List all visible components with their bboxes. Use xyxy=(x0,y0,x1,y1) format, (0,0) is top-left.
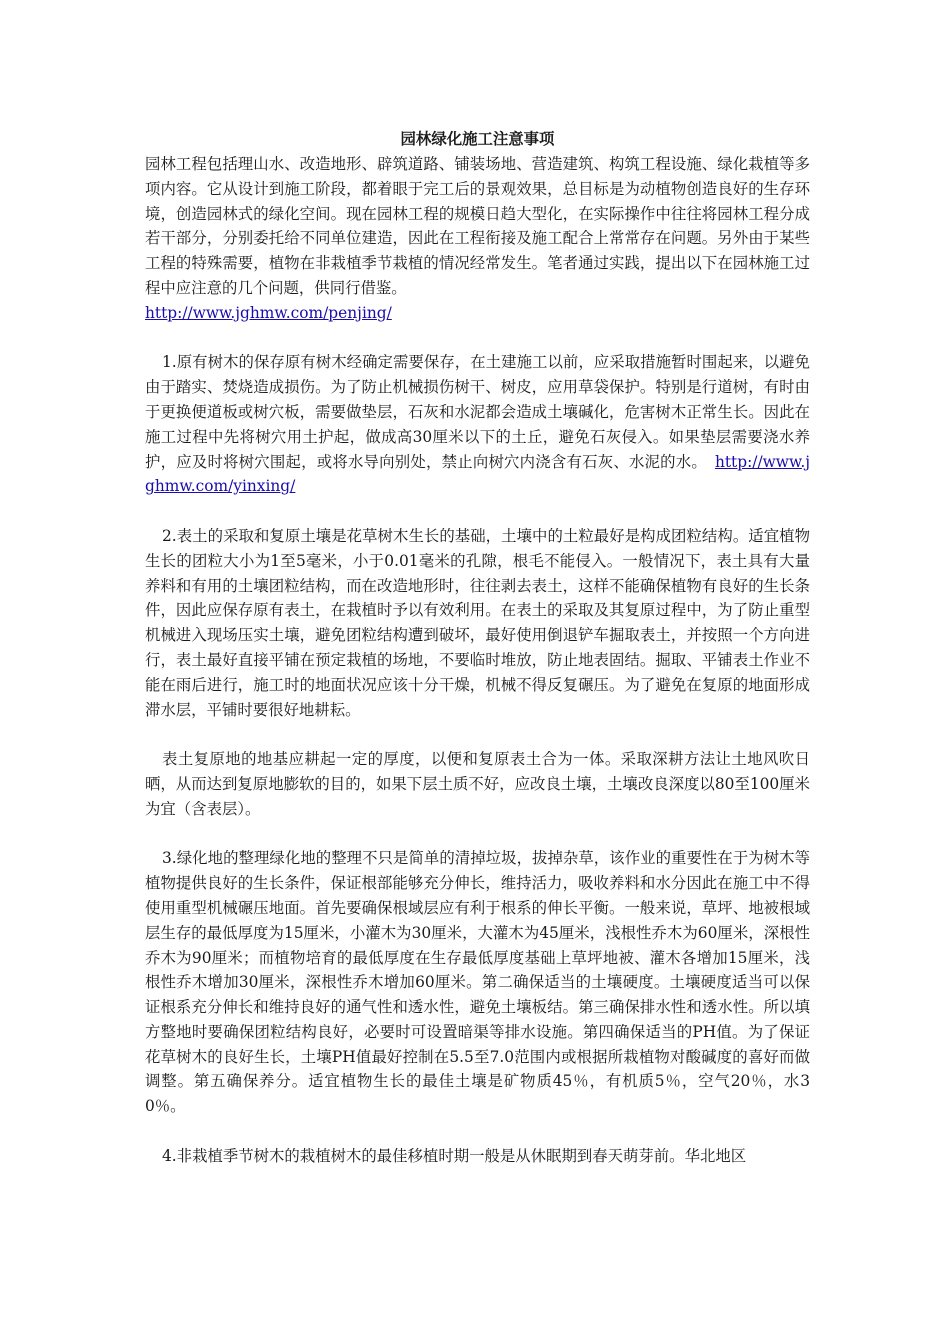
section-4-paragraph: 4.非栽植季节树木的栽植树木的最佳移植时期一般是从休眠期到春天萌芽前。华北地区 xyxy=(162,1146,747,1165)
paragraph-gap xyxy=(145,822,810,847)
section-1-paragraph xyxy=(145,350,810,499)
paragraph-gap xyxy=(145,722,810,747)
section-3-paragraph: 3.绿化地的整理绿化地的整理不只是简单的清掉垃圾，拔掉杂草，该作业的重要性在于为树木等植物提供良好的生长条件，保证根部能够充分伸长，维持活力，吸收养料和水分因此在施工中不得使用重型机械碾压地面。首先要确保根域层应有利于根系的伸长平衡。一般来说，草坪、地被根域层生存的最低厚度为15厘米，小灌木为30厘米，大灌木为45厘米，浅根性乔木为60厘米，深根性乔木为90厘米；而植物培育的最低厚度在生存最低厚度基础上草坪地被、灌木各增加15厘米，浅根性乔木增加30厘米，深根性乔木增加60厘米。第二确保适当的土壤硬度。土壤硬度适当可以保证根系充分伸长和维持良好的通气性和透水性，避免土壤板结。第三确保排水性和透水性。所以填方整地时要确保团粒结构良好，必要时可设置暗渠等排水设施。第四确保适当的PH值。为了保证花草树木的良好生长，土壤PH值最好控制在5.5至7.0范围内或根据所栽植物对酸碱度的喜好而做调整。第五确保养分。适宜植物生长的最佳土壤是矿物质45％，有机质5％，空气20％，水30％。 xyxy=(145,849,810,1116)
intro-text: 园林工程包括理山水、改造地形、辟筑道路、铺装场地、营造建筑、构筑工程设施、绿化栽植等多项内容。它从设计到施工阶段，都着眼于完工后的景观效果，总目标是为动植物创造良好的生存环境，创造园林式的绿化空间。现在园林工程的规模日趋大型化，在实际操作中往往将园林工程分成若干部分，分别委托给不同单位建造，因此在工程衔接及施工配合上常常存在问题。另外由于某些工程的特殊需要，植物在非栽植季节栽植的情况经常发生。笔者通过实践，提出以下在园林施工过程中应注意的几个问题，供同行借鉴。 xyxy=(145,155,810,297)
paragraph-gap xyxy=(145,499,810,524)
section-2b-paragraph: 表土复原地的地基应耕起一定的厚度，以便和复原表土合为一体。采取深耕方法让土地风吹日晒，从而达到复原地膨软的目的，如果下层土质不好，应改良土壤，土壤改良深度以80至100厘米为宜（含表层）。 xyxy=(145,750,810,818)
intro-link[interactable]: http://www.jghmw.com/penjing/ xyxy=(145,303,392,322)
paragraph-gap xyxy=(145,326,810,351)
intro-paragraph xyxy=(145,152,810,326)
document-title: 园林绿化施工注意事项 xyxy=(400,130,555,148)
section-1-text: 1.原有树木的保存原有树木经确定需要保存，在土建施工以前，应采取措施暂时围起来，以避免由于踏实、焚烧造成损伤。为了防止机械损伤树干、树皮，应用草袋保护。特别是行道树，有时由于更换便道板或树穴板，需要做垫层，石灰和水泥都会造成土壤碱化，危害树木正常生长。因此在施工过程中先将树穴用土护起，做成高30厘米以下的土丘，避免石灰侵入。如果垫层需要浇水养护，应及时将树穴围起，或将水导向别处，禁止向树穴内浇含有石灰、水泥的水。 xyxy=(145,353,810,471)
document-page xyxy=(145,128,810,1169)
section-2-paragraph: 2.表土的采取和复原土壤是花草树木生长的基础，土壤中的土粒最好是构成团粒结构。适宜植物生长的团粒大小为1至5毫米，小于0.01毫米的孔隙，根毛不能侵入。一般情况下，表土具有大量养料和有用的土壤团粒结构，而在改造地形时，往往剥去表土，这样不能确保植物有良好的生长条件，因此应保存原有表土，在栽植时予以有效利用。在表土的采取及其复原过程中，为了防止重型机械进入现场压实土壤，避免团粒结构遭到破坏，最好使用倒退铲车掘取表土，并按照一个方向进行，表土最好直接平铺在预定栽植的场地，不要临时堆放，防止地表固结。掘取、平铺表土作业不能在雨后进行，施工时的地面状况应该十分干燥，机械不得反复碾压。为了避免在复原的地面形成滞水层，平铺时要很好地耕耘。 xyxy=(145,526,810,719)
paragraph-gap xyxy=(145,1119,810,1144)
section-1-link[interactable]: http://www.jghmw.com/yinxing/ xyxy=(145,452,810,496)
